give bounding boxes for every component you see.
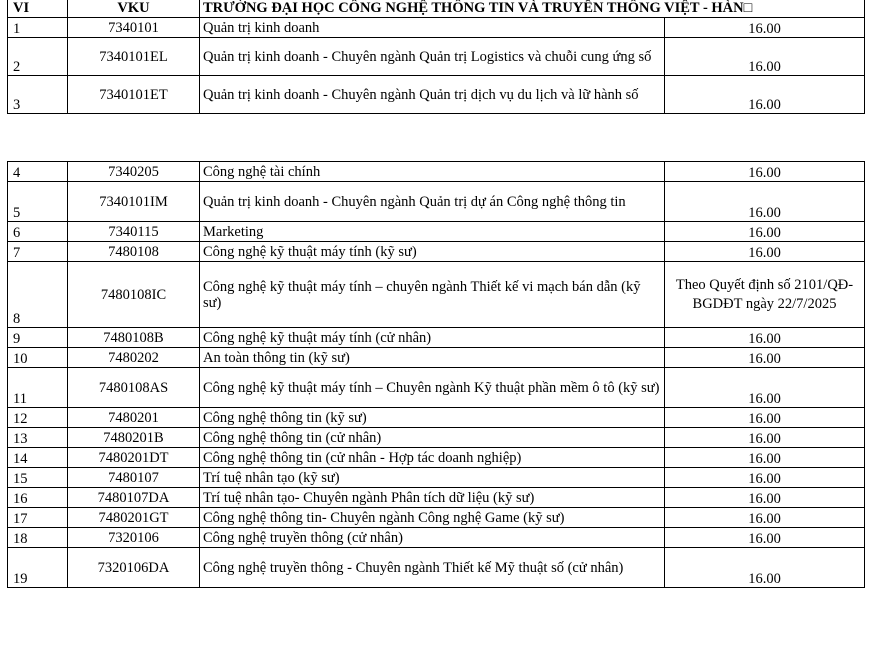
row-code: 7480107 (68, 468, 200, 488)
row-name: Công nghệ kỹ thuật máy tính – Chuyên ngành Kỹ thuật phần mềm ô tô (kỹ sư) (200, 368, 665, 408)
row-score: 16.00 (665, 368, 865, 408)
row-score: 16.00 (665, 528, 865, 548)
row-code: 7480107DA (68, 488, 200, 508)
row-code: 7340101IM (68, 182, 200, 222)
row-name: Công nghệ truyền thông (cử nhân) (200, 528, 665, 548)
row-stt: 12 (8, 408, 68, 428)
table-row (8, 548, 865, 588)
table-row (8, 468, 865, 488)
row-name: Trí tuệ nhân tạo (kỹ sư) (200, 468, 665, 488)
row-score: 16.00 (665, 38, 865, 76)
row-stt: 1 (8, 18, 68, 38)
row-score: 16.00 (665, 428, 865, 448)
row-name: Quản trị kinh doanh - Chuyên ngành Quản trị dịch vụ du lịch và lữ hành số (200, 76, 665, 114)
row-code: 7340101ET (68, 76, 200, 114)
row-code: 7340115 (68, 222, 200, 242)
table-row (8, 348, 865, 368)
row-code: 7480201GT (68, 508, 200, 528)
row-code: 7480108AS (68, 368, 200, 408)
row-code: 7340101EL (68, 38, 200, 76)
row-score: 16.00 (665, 508, 865, 528)
row-name: Công nghệ kỹ thuật máy tính (cử nhân) (200, 328, 665, 348)
row-name: Quản trị kinh doanh (200, 18, 665, 38)
row-name: Trí tuệ nhân tạo- Chuyên ngành Phân tích dữ liệu (kỹ sư) (200, 488, 665, 508)
table-row (8, 488, 865, 508)
row-code: 7320106DA (68, 548, 200, 588)
row-name: Công nghệ kỹ thuật máy tính – chuyên ngành Thiết kế vi mạch bán dẫn (kỹ sư) (200, 262, 665, 328)
row-stt: 19 (8, 548, 68, 588)
row-name: Marketing (200, 222, 665, 242)
row-code: 7340205 (68, 162, 200, 182)
table-row (8, 508, 865, 528)
row-score: 16.00 (665, 348, 865, 368)
row-stt: 7 (8, 242, 68, 262)
row-stt: 15 (8, 468, 68, 488)
row-code: 7320106 (68, 528, 200, 548)
row-score: 16.00 (665, 468, 865, 488)
row-name: Công nghệ truyền thông - Chuyên ngành Thiết kế Mỹ thuật số (cử nhân) (200, 548, 665, 588)
table-row (8, 76, 865, 114)
row-name: Công nghệ thông tin (kỹ sư) (200, 408, 665, 428)
table-row (8, 328, 865, 348)
row-code: 7340101 (68, 18, 200, 38)
table-row (8, 18, 865, 38)
row-name: Công nghệ thông tin (cử nhân) (200, 428, 665, 448)
row-stt: 5 (8, 182, 68, 222)
row-stt: 10 (8, 348, 68, 368)
row-code: 7480201B (68, 428, 200, 448)
row-stt: 16 (8, 488, 68, 508)
row-score: 16.00 (665, 448, 865, 468)
table-header-row (8, 0, 865, 18)
row-score: 16.00 (665, 242, 865, 262)
row-name: Công nghệ tài chính (200, 162, 665, 182)
row-stt: 6 (8, 222, 68, 242)
row-score: 16.00 (665, 548, 865, 588)
row-score: 16.00 (665, 162, 865, 182)
row-stt: 14 (8, 448, 68, 468)
row-name: Quản trị kinh doanh - Chuyên ngành Quản trị dự án Công nghệ thông tin (200, 182, 665, 222)
table-row (8, 428, 865, 448)
header-school-name: TRƯỜNG ĐẠI HỌC CÔNG NGHỆ THÔNG TIN VÀ TRUYỀN THÔNG VIỆT - HÀN□ (200, 0, 865, 18)
table-row (8, 368, 865, 408)
row-name: Quản trị kinh doanh - Chuyên ngành Quản trị Logistics và chuỗi cung ứng số (200, 38, 665, 76)
row-stt: 3 (8, 76, 68, 114)
row-score: 16.00 (665, 222, 865, 242)
row-code: 7480108 (68, 242, 200, 262)
row-stt: 11 (8, 368, 68, 408)
admission-table-part-2 (7, 161, 865, 588)
row-score: 16.00 (665, 408, 865, 428)
row-code: 7480108IC (68, 262, 200, 328)
row-name: Công nghệ thông tin (cử nhân - Hợp tác doanh nghiệp) (200, 448, 665, 468)
row-stt: 8 (8, 262, 68, 328)
table-row (8, 448, 865, 468)
row-score: 16.00 (665, 488, 865, 508)
row-stt: 17 (8, 508, 68, 528)
table-row (8, 242, 865, 262)
row-score: 16.00 (665, 76, 865, 114)
row-score: 16.00 (665, 18, 865, 38)
row-name: An toàn thông tin (kỹ sư) (200, 348, 665, 368)
table-row (8, 182, 865, 222)
row-stt: 18 (8, 528, 68, 548)
row-name: Công nghệ kỹ thuật máy tính (kỹ sư) (200, 242, 665, 262)
table-row (8, 528, 865, 548)
row-score: Theo Quyết định số 2101/QĐ-BGDĐT ngày 22/7/2025 (665, 262, 865, 328)
row-name: Công nghệ thông tin- Chuyên ngành Công nghệ Game (kỹ sư) (200, 508, 665, 528)
row-stt: 13 (8, 428, 68, 448)
table-row (8, 262, 865, 328)
table-row (8, 162, 865, 182)
header-stt: VI (8, 0, 68, 18)
row-code: 7480201 (68, 408, 200, 428)
row-stt: 4 (8, 162, 68, 182)
table-row (8, 408, 865, 428)
row-code: 7480108B (68, 328, 200, 348)
admission-table-part-1 (7, 0, 865, 114)
header-code: VKU (68, 0, 200, 18)
table-row (8, 222, 865, 242)
row-code: 7480201DT (68, 448, 200, 468)
row-score: 16.00 (665, 182, 865, 222)
row-score: 16.00 (665, 328, 865, 348)
row-code: 7480202 (68, 348, 200, 368)
table-row (8, 38, 865, 76)
row-stt: 9 (8, 328, 68, 348)
row-stt: 2 (8, 38, 68, 76)
